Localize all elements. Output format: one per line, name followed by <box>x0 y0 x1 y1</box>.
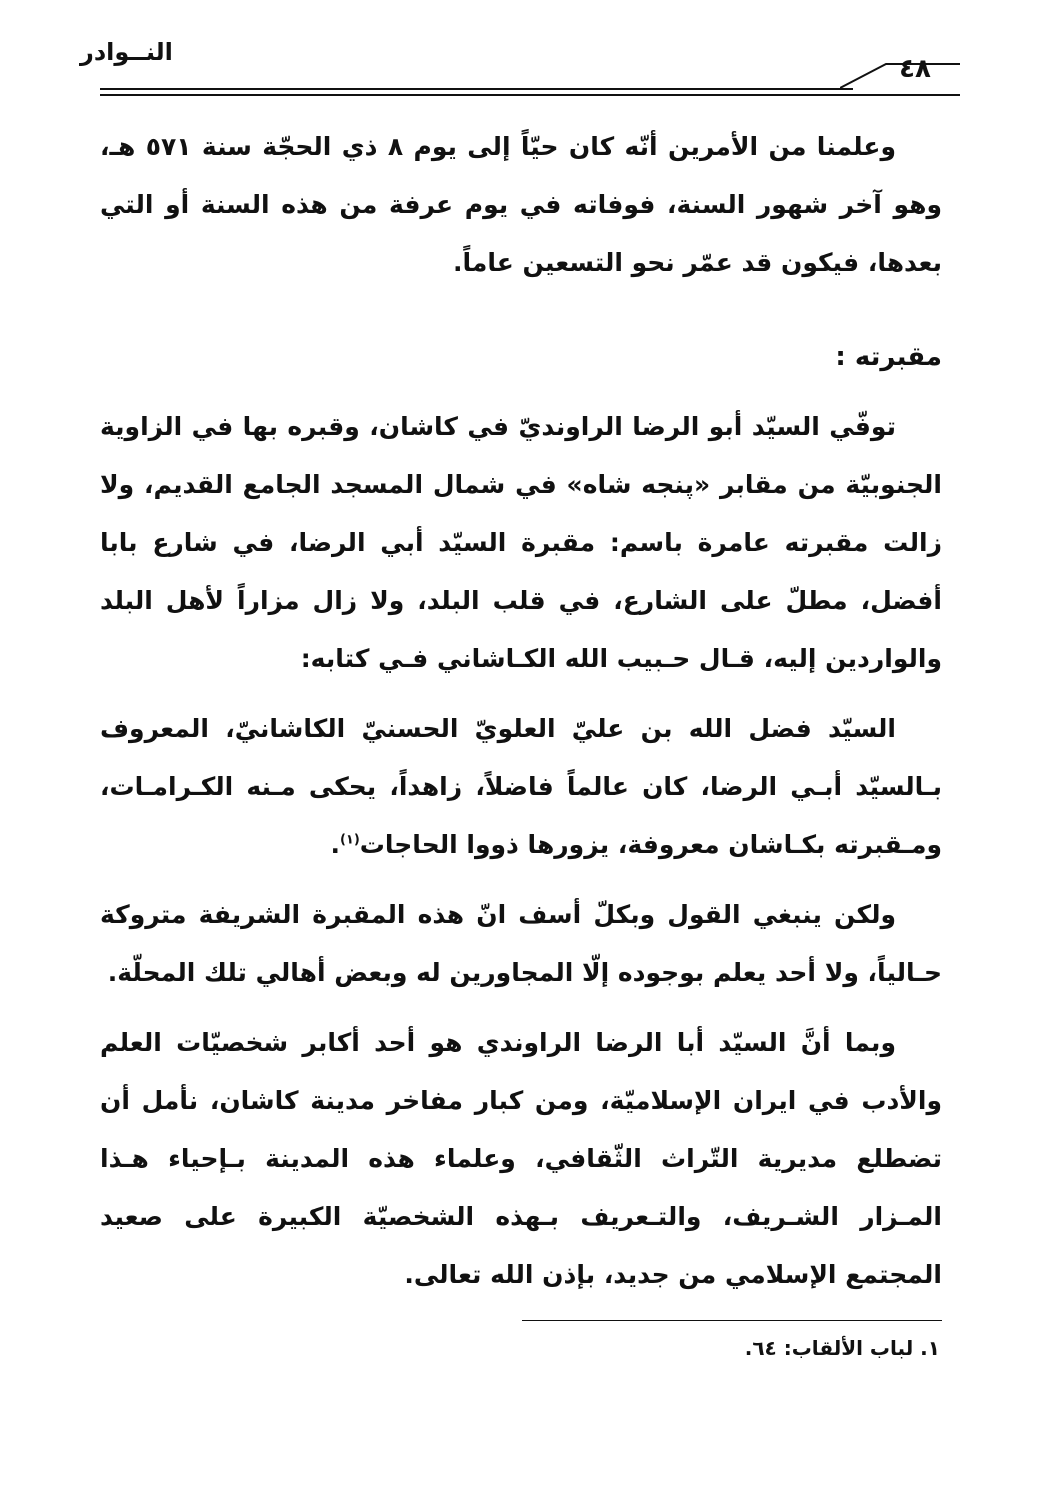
page-number: ٤٨ <box>899 54 931 84</box>
paragraph-4: ولكن ينبغي القول وبكلّ أسف انّ هذه المقبرة الشريفة متروكة حـالياً، ولا أحد يعلم بوجوده إلّا المجاورين له وبعض أهالي تلك المحلّة. <box>100 900 942 987</box>
footnote-rule <box>522 1320 942 1321</box>
paragraph-1: وعلمنا من الأمرين أنّه كان حيّاً إلى يوم ٨ ذي الحجّة سنة ٥٧١ هـ، وهو آخر شهور السنة، فوفاته في يوم عرفة من هذه السنة أو التي بعدها، فيكون قد عمّر نحو التسعين عاماً. <box>100 132 942 277</box>
paragraph-2: توفّي السيّد أبو الرضا الراونديّ في كاشان، وقبره بها في الزاوية الجنوبيّة من مقابر «پنجه شاه» في شمال المسجد الجامع القديم، ولا زالت مقبرته عامرة باسم: مقبرة السيّد أبي الرضا، في شارع بابا أفضل، مطلّ على الشارع، في قلب البلد، ولا زال مزاراً لأهل البلد والواردين إليه، قـال حـبيب الله الكـاشاني فـي كتابه: <box>100 412 942 673</box>
running-title: النــوادر <box>80 38 173 66</box>
footnote: ١. لباب الألقاب: ٦٤. <box>744 1336 940 1360</box>
paragraph-3-text: السيّد فضل الله بن عليّ العلويّ الحسنيّ الكاشانيّ، المعروف بـالسيّد أبـي الرضا، كان عالماً فاضلاً، زاهداً، يحكى مـنه الكـرامـات، ومـقبرته بكـاشان معروفة، يزورها ذووا الحاجات <box>100 714 942 859</box>
paragraph-3 <box>100 700 942 874</box>
header-rule-bottom <box>100 94 960 96</box>
paragraph-3-end: . <box>330 830 340 859</box>
paragraph-5: وبما أنَّ السيّد أبا الرضا الراوندي هو أحد أكابر شخصيّات العلم والأدب في ايران الإسلاميّة، ومن كبار مفاخر مدينة كاشان، نأمل أن تضطلع مديرية التّراث الثّقافي، وعلماء هذه المدينة بـإحياء هـذا المـزار الشـريف، والتـعريف بـهذه الشخصيّة الكبيرة على صعيد المجتمع الإسلامي من جديد، بإذن الله تعالى. <box>100 1028 942 1289</box>
main-text <box>100 118 942 1316</box>
header-rule-top <box>100 88 853 90</box>
section-heading: مقبرته : <box>835 342 942 372</box>
footnote-reference: (١) <box>339 832 360 848</box>
